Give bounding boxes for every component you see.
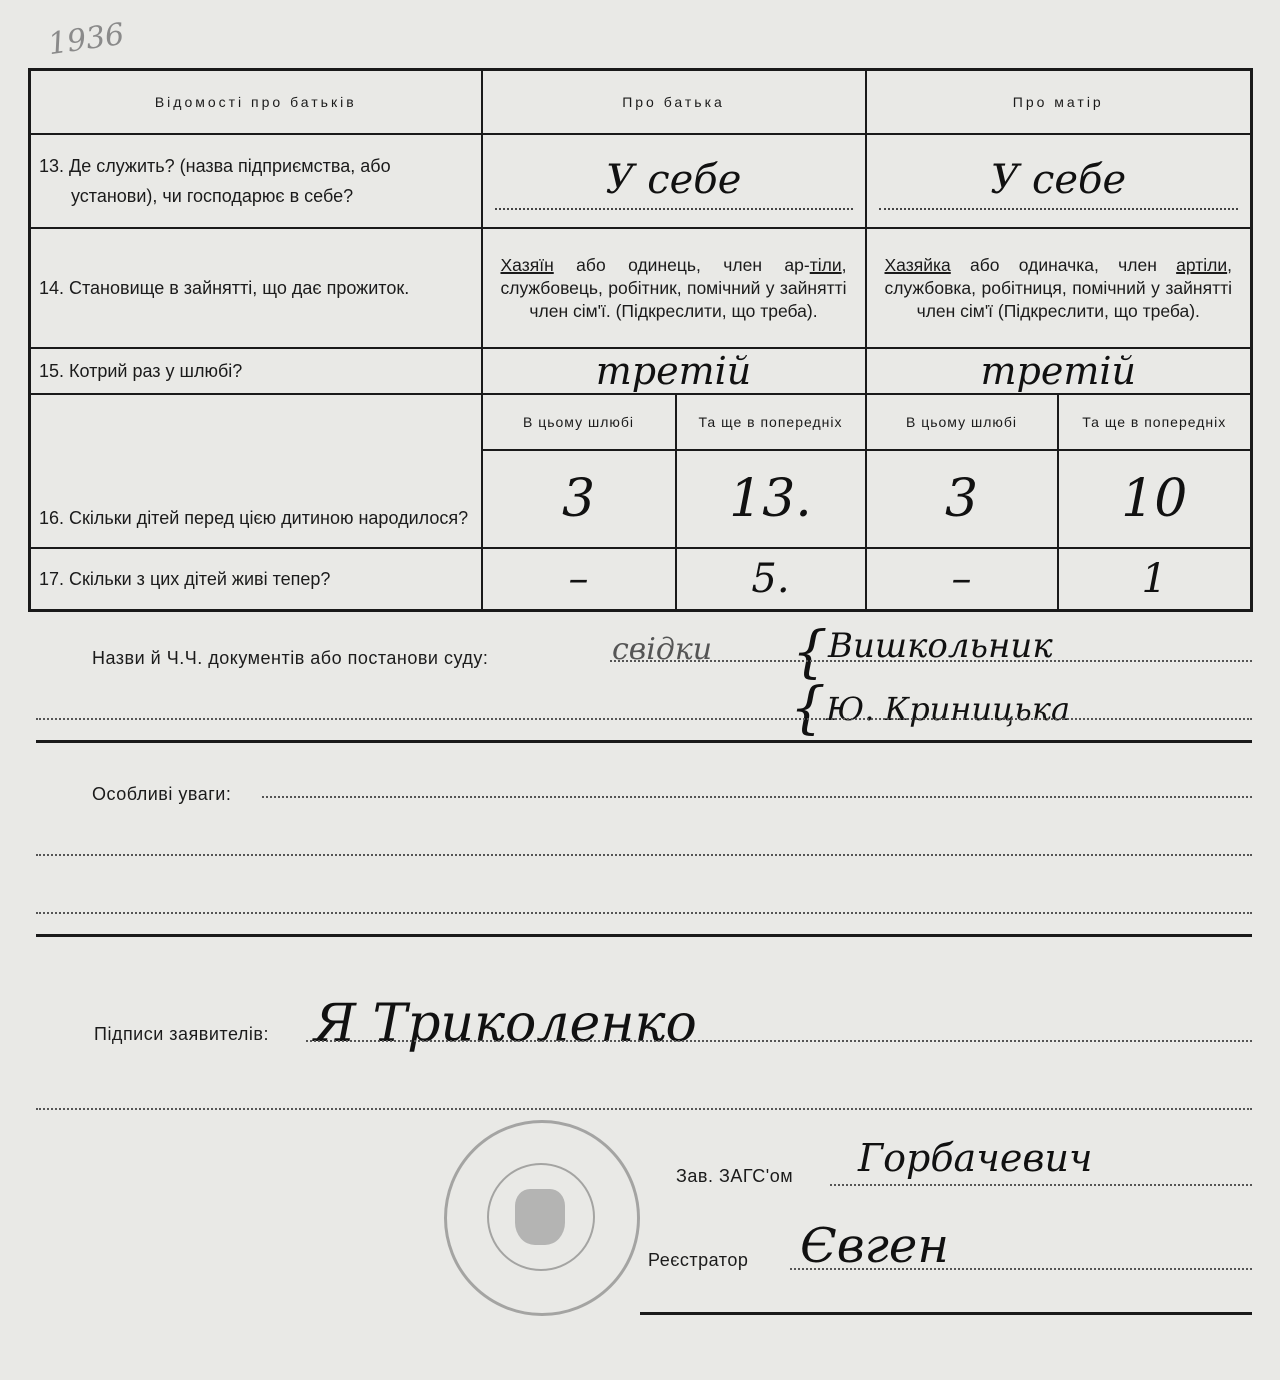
remarks-label: Особливі уваги:	[92, 784, 232, 804]
answer-17-mother-this[interactable]: –	[866, 548, 1058, 611]
selected-option-mother-2: артіли	[1176, 254, 1228, 275]
remarks-line-1[interactable]	[262, 796, 1252, 798]
row-q14	[30, 228, 1252, 348]
options-father-part2: , службовець, робітник, помічний у зайнятті член сім'ї. (Підкреслити, що треба).	[500, 254, 847, 321]
question-15-text: Котрий раз у шлюбі?	[69, 361, 243, 381]
question-13-text: Де служить? (назва підприємства, або установи), чи господарює в себе?	[69, 156, 391, 206]
registrar-signature: Євген	[800, 1218, 949, 1274]
options-14-mother[interactable]	[866, 228, 1252, 348]
answer-13-mother[interactable]	[866, 134, 1252, 228]
documents-divider	[36, 740, 1252, 743]
registry-head-signature: Горбачевич	[858, 1136, 1093, 1180]
table-header-row	[30, 70, 1252, 135]
answer-17-father-prev[interactable]: 5.	[676, 548, 866, 611]
answer-15-father[interactable]: третій	[482, 348, 866, 394]
question-13-num: 13.	[39, 156, 65, 176]
options-14-father[interactable]	[482, 228, 866, 348]
registrar-label: Реєстратор	[648, 1250, 749, 1270]
subheader-mother-prev: Та ще в попередніх	[1058, 394, 1252, 450]
documents-brace-icon-2: {	[790, 676, 826, 741]
archive-corner-note: 1936	[45, 16, 127, 63]
question-14-num: 14.	[39, 278, 65, 298]
answer-17-father-this[interactable]: –	[482, 548, 676, 611]
header-mother: Про матір	[866, 70, 1252, 135]
subheader-father-this: В цьому шлюбі	[482, 394, 676, 450]
answer-13-father-text: У себе	[495, 152, 853, 210]
documents-brace-icon: {	[792, 620, 828, 685]
witness-signature-1: Вишкольник	[828, 626, 1053, 666]
options-mother-part1: або одиначка, член	[950, 254, 1177, 275]
applicants-line-2[interactable]	[36, 1108, 1252, 1110]
answer-16-mother-prev[interactable]: 10	[1058, 450, 1252, 548]
question-13	[30, 134, 482, 228]
row-q13	[30, 134, 1252, 228]
answer-13-father[interactable]	[482, 134, 866, 228]
question-14-text: Становище в зайнятті, що дає прожиток.	[69, 278, 410, 298]
remarks-line-3[interactable]	[36, 912, 1252, 914]
question-16	[30, 394, 482, 548]
question-17-num: 17.	[39, 569, 65, 589]
applicant-signature: Я Триколенко	[314, 994, 697, 1054]
question-15	[30, 348, 482, 394]
row-q15	[30, 348, 1252, 394]
applicants-label: Підписи заявителів:	[94, 1024, 269, 1044]
answer-16-father-prev[interactable]: 13.	[676, 450, 866, 548]
selected-option-father: Хазяїн	[500, 254, 554, 275]
documents-label: Назви й Ч.Ч. документів або постанови суду:	[92, 648, 489, 668]
registrar-line[interactable]	[790, 1268, 1252, 1270]
question-14	[30, 228, 482, 348]
options-father-part1: або одинець, член ар-	[553, 254, 810, 275]
answer-16-father-this[interactable]: 3	[482, 450, 676, 548]
registry-head-label: Зав. ЗАГС'ом	[676, 1166, 794, 1186]
selected-option-father-2: тіли	[809, 254, 842, 275]
question-17-text: Скільки з цих дітей живі тепер?	[69, 569, 331, 589]
question-16-num: 16.	[39, 508, 65, 528]
header-father: Про батька	[482, 70, 866, 135]
remarks-line-2[interactable]	[36, 854, 1252, 856]
subheader-mother-this: В цьому шлюбі	[866, 394, 1058, 450]
subheader-father-prev: Та ще в попередніх	[676, 394, 866, 450]
registry-head-line[interactable]	[830, 1184, 1252, 1186]
documents-value[interactable]: свідки	[612, 632, 713, 667]
parents-info-table	[28, 68, 1253, 612]
answer-15-mother[interactable]: третій	[866, 348, 1252, 394]
applicants-line-1[interactable]	[306, 1040, 1252, 1042]
answer-13-mother-text: У себе	[879, 152, 1239, 210]
witness-signature-2: Ю. Криницька	[826, 690, 1071, 728]
selected-option-mother: Хазяйка	[884, 254, 951, 275]
question-16-text: Скільки дітей перед цією дитиною народилося?	[69, 508, 469, 528]
official-seal-stamp	[444, 1120, 640, 1316]
header-info: Відомості про батьків	[30, 70, 482, 135]
options-mother-part2: , службовка, робітниця, помічний у зайнятті член сім'ї (Підкреслити, що треба).	[884, 254, 1232, 321]
documents-line-1	[610, 660, 1252, 662]
answer-17-mother-prev[interactable]: 1	[1058, 548, 1252, 611]
registrar-divider	[640, 1312, 1252, 1315]
row-q17	[30, 548, 1252, 611]
answer-16-mother-this[interactable]: 3	[866, 450, 1058, 548]
question-17	[30, 548, 482, 611]
documents-line-2	[36, 718, 1252, 720]
question-15-num: 15.	[39, 361, 65, 381]
row-q16	[30, 394, 1252, 450]
remarks-divider	[36, 934, 1252, 937]
